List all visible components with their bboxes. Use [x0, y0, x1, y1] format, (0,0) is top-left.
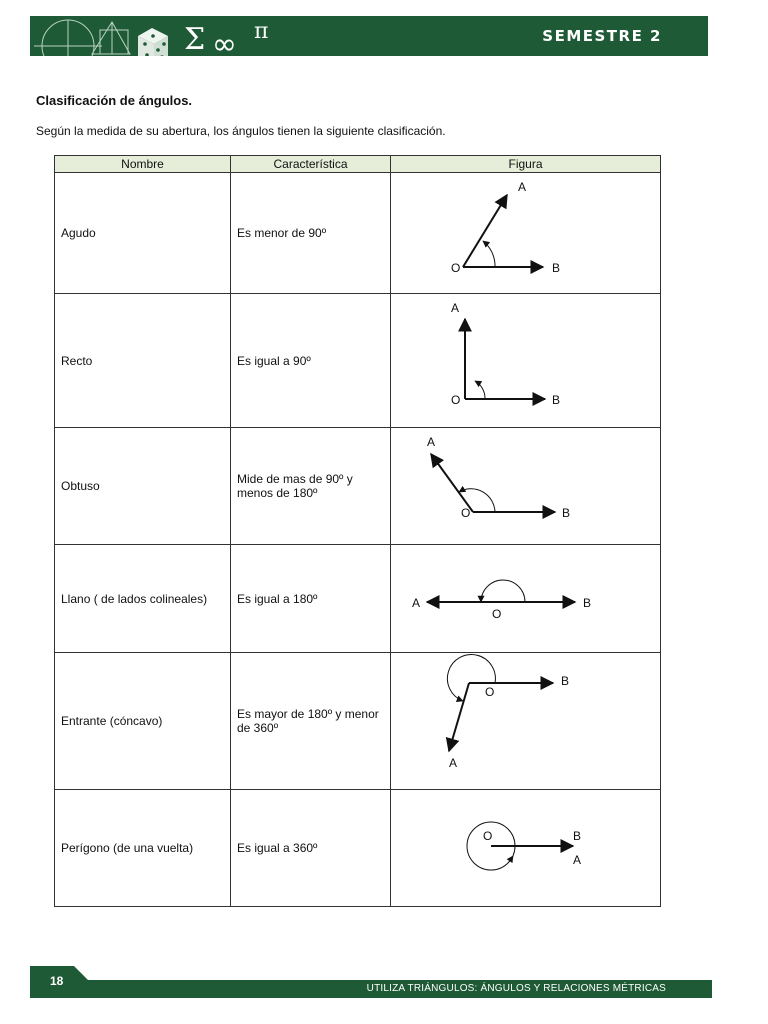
angle-figure-perigono — [391, 790, 661, 907]
column-header-caracteristica: Característica — [231, 156, 391, 173]
angle-name: Obtuso — [55, 428, 231, 545]
pi-icon: π — [254, 19, 269, 44]
table-row — [55, 173, 661, 294]
point-label: A — [451, 300, 460, 315]
angle-figure-recto — [391, 294, 661, 428]
table-row — [55, 545, 661, 653]
point-label: A — [412, 595, 421, 610]
table-row — [55, 653, 661, 790]
angle-characteristic: Es igual a 90º — [231, 294, 391, 428]
vertex-label: O — [492, 606, 502, 621]
vertex-label: O — [483, 829, 493, 843]
point-label: B — [583, 595, 592, 610]
right-angle-figure — [397, 295, 667, 427]
angle-figure-agudo — [391, 173, 661, 294]
acute-angle-figure — [397, 173, 667, 293]
angle-characteristic: Mide de mas de 90º y menos de 180º — [231, 428, 391, 545]
obtuse-angle-figure — [397, 428, 667, 544]
angle-figure-entrante — [391, 653, 661, 790]
sigma-icon: Σ — [184, 22, 206, 56]
page-number: 18 — [50, 974, 64, 988]
angle-name: Recto — [55, 294, 231, 428]
angle-characteristic: Es menor de 90º — [231, 173, 391, 294]
angle-figure-obtuso — [391, 428, 661, 545]
vertex-label: O — [461, 506, 471, 520]
vertex-label: O — [485, 685, 495, 699]
table-row — [55, 294, 661, 428]
angle-characteristic: Es mayor de 180º y menor de 360º — [231, 653, 391, 790]
angle-name: Agudo — [55, 173, 231, 294]
point-label: B — [561, 674, 570, 688]
page-header — [30, 16, 708, 56]
column-header-figura: Figura — [391, 156, 661, 173]
point-label: A — [518, 180, 527, 194]
point-label: A — [573, 853, 582, 867]
page-footer — [30, 966, 712, 998]
angle-name: Llano ( de lados colineales) — [55, 545, 231, 653]
angle-characteristic: Es igual a 360º — [231, 790, 391, 907]
straight-angle-figure — [397, 546, 667, 652]
vertex-label: O — [451, 261, 461, 275]
point-label: B — [562, 506, 571, 520]
angle-classification-table — [54, 155, 661, 907]
vertex-label: O — [451, 392, 461, 407]
table-row — [55, 790, 661, 907]
point-label: B — [552, 392, 561, 407]
infinity-icon: ∞ — [212, 27, 237, 56]
table-row — [55, 428, 661, 545]
reflex-angle-figure — [397, 653, 667, 789]
point-label: A — [449, 756, 458, 770]
column-header-nombre: Nombre — [55, 156, 231, 173]
point-label: A — [427, 435, 436, 449]
point-label: B — [573, 829, 582, 843]
point-label: B — [552, 261, 561, 275]
angle-name: Entrante (cóncavo) — [55, 653, 231, 790]
intro-text: Según la medida de su abertura, los ángulos tienen la siguiente clasificación. — [36, 124, 446, 138]
semester-label: SEMESTRE 2 — [542, 27, 662, 45]
angle-name: Perígono (de una vuelta) — [55, 790, 231, 907]
footer-title: UTILIZA TRIÁNGULOS: ÁNGULOS Y RELACIONES MÉTRICAS — [366, 983, 666, 994]
angle-figure-llano — [391, 545, 661, 653]
table-header-row — [55, 156, 661, 173]
angle-characteristic: Es igual a 180º — [231, 545, 391, 653]
full-angle-figure — [397, 790, 667, 906]
section-title: Clasificación de ángulos. — [36, 93, 193, 108]
